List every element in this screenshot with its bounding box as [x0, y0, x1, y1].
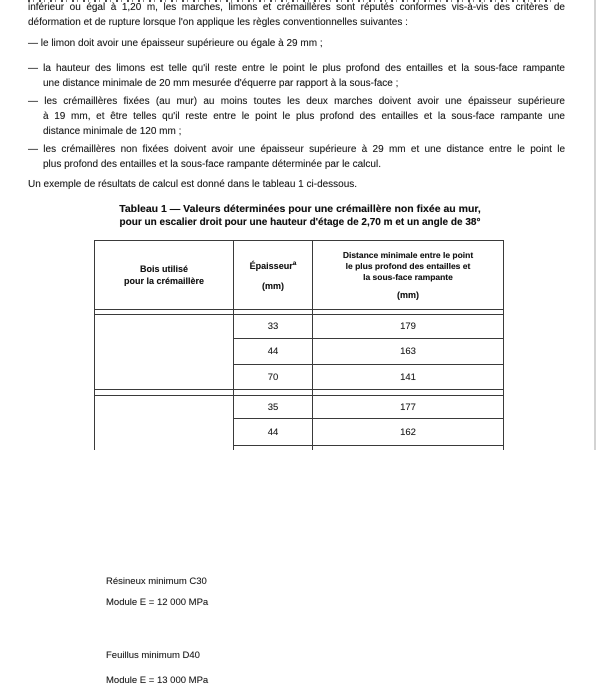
text-line: à 19 mm, et être telles qu'il reste entre le point le plus profond des entailles et la sous-face rampante une — [43, 111, 565, 122]
text-line: — les crémaillères non fixées doivent avoir une épaisseur supérieure à 29 mm et une distance entre le point le — [28, 144, 565, 155]
footnote-marker: a — [292, 260, 297, 267]
material-module: Module E = 12 000 MPa — [106, 596, 209, 608]
table-caption-line-2: pour un escalier droit pour une hauteur d'étage de 2,70 m et un angle de 38° — [119, 217, 481, 228]
text-line: Un exemple de résultats de calcul est donné dans le tableau 1 ci-dessous. — [28, 179, 358, 190]
paragraph-example — [28, 177, 565, 192]
paragraph-intro — [28, 0, 565, 30]
header-bois-utilise — [95, 241, 233, 309]
table-border-right — [503, 240, 504, 450]
table-caption-line-1: Tableau 1 — Valeurs déterminées pour une crémaillère non fixée au mur, — [119, 203, 481, 215]
header-distance-unit: (mm) — [397, 289, 419, 300]
text-line: — la hauteur des limons est telle qu'il reste entre le point le plus profond des entailles et la sous-face rampante — [28, 63, 565, 74]
header-epaisseur-unit: (mm) — [262, 281, 284, 291]
header-text-line: Distance minimale entre le point — [342, 249, 474, 260]
header-text-line: la sous-face rampante — [363, 271, 453, 282]
material-cell-resineux — [94, 554, 233, 629]
header-epaisseur — [234, 241, 312, 309]
cell-epaisseur: 44 — [267, 426, 279, 438]
material-name: Feuillus minimum D40 — [106, 650, 200, 661]
header-text-line: Bois utilisé — [139, 264, 188, 274]
cell-distance: 163 — [400, 346, 416, 357]
cell-distance: 141 — [400, 371, 416, 383]
bullet-item-hauteur-limons — [28, 61, 565, 91]
cell-distance: 179 — [400, 321, 416, 332]
page-edge-line — [594, 0, 596, 450]
bullet-item-limon — [28, 36, 565, 51]
table-row-separator — [233, 445, 504, 446]
material-module: Module E = 13 000 MPa — [106, 675, 209, 686]
table-group1-bottom-border — [94, 389, 504, 390]
text-line: déformation et de rupture lorsque l'on applique les règles conventionnelles suivantes : — [28, 17, 408, 28]
table-caption — [0, 202, 600, 230]
header-epaisseur-label: Épaisseur — [249, 261, 293, 271]
cell-distance: 162 — [400, 426, 416, 438]
cell-epaisseur: 35 — [267, 401, 279, 413]
material-cell-feuillus — [94, 635, 233, 690]
text-line: — le limon doit avoir une épaisseur supérieure ou égale à 29 mm ; — [28, 38, 323, 49]
table-tableau-1 — [94, 240, 504, 686]
text-line: inférieur ou égal à 1,20 m, les marches, limons et crémaillères sont réputés conformes vis-à-vis des critères de — [28, 2, 565, 13]
text-line: plus profond des entailles et la sous-face rampante déterminée par le calcul. — [43, 159, 381, 170]
text-line: distance minimale de 120 mm ; — [43, 126, 182, 137]
cell-epaisseur: 33 — [267, 321, 279, 332]
table-header-bottom-border — [94, 309, 504, 310]
material-name: Résineux minimum C30 — [106, 575, 207, 587]
text-line: — les crémaillères fixées (au mur) au moins toutes les deux marches doivent avoir une épaisseur supérieure — [28, 96, 565, 107]
cell-distance: 177 — [400, 401, 416, 413]
header-text-line: pour la crémaillère — [123, 276, 205, 286]
bullet-item-cremailleres-fixees — [28, 94, 565, 139]
cell-epaisseur: 44 — [267, 346, 279, 357]
bullet-item-cremailleres-non-fixees — [28, 142, 565, 172]
text-line: une distance minimale de 20 mm mesurée d'équerre par rapport à la sous-face ; — [43, 78, 399, 89]
header-text-line: le plus profond des entailles et — [345, 260, 471, 271]
header-distance-minimale — [313, 241, 503, 309]
cell-epaisseur: 70 — [267, 371, 279, 383]
